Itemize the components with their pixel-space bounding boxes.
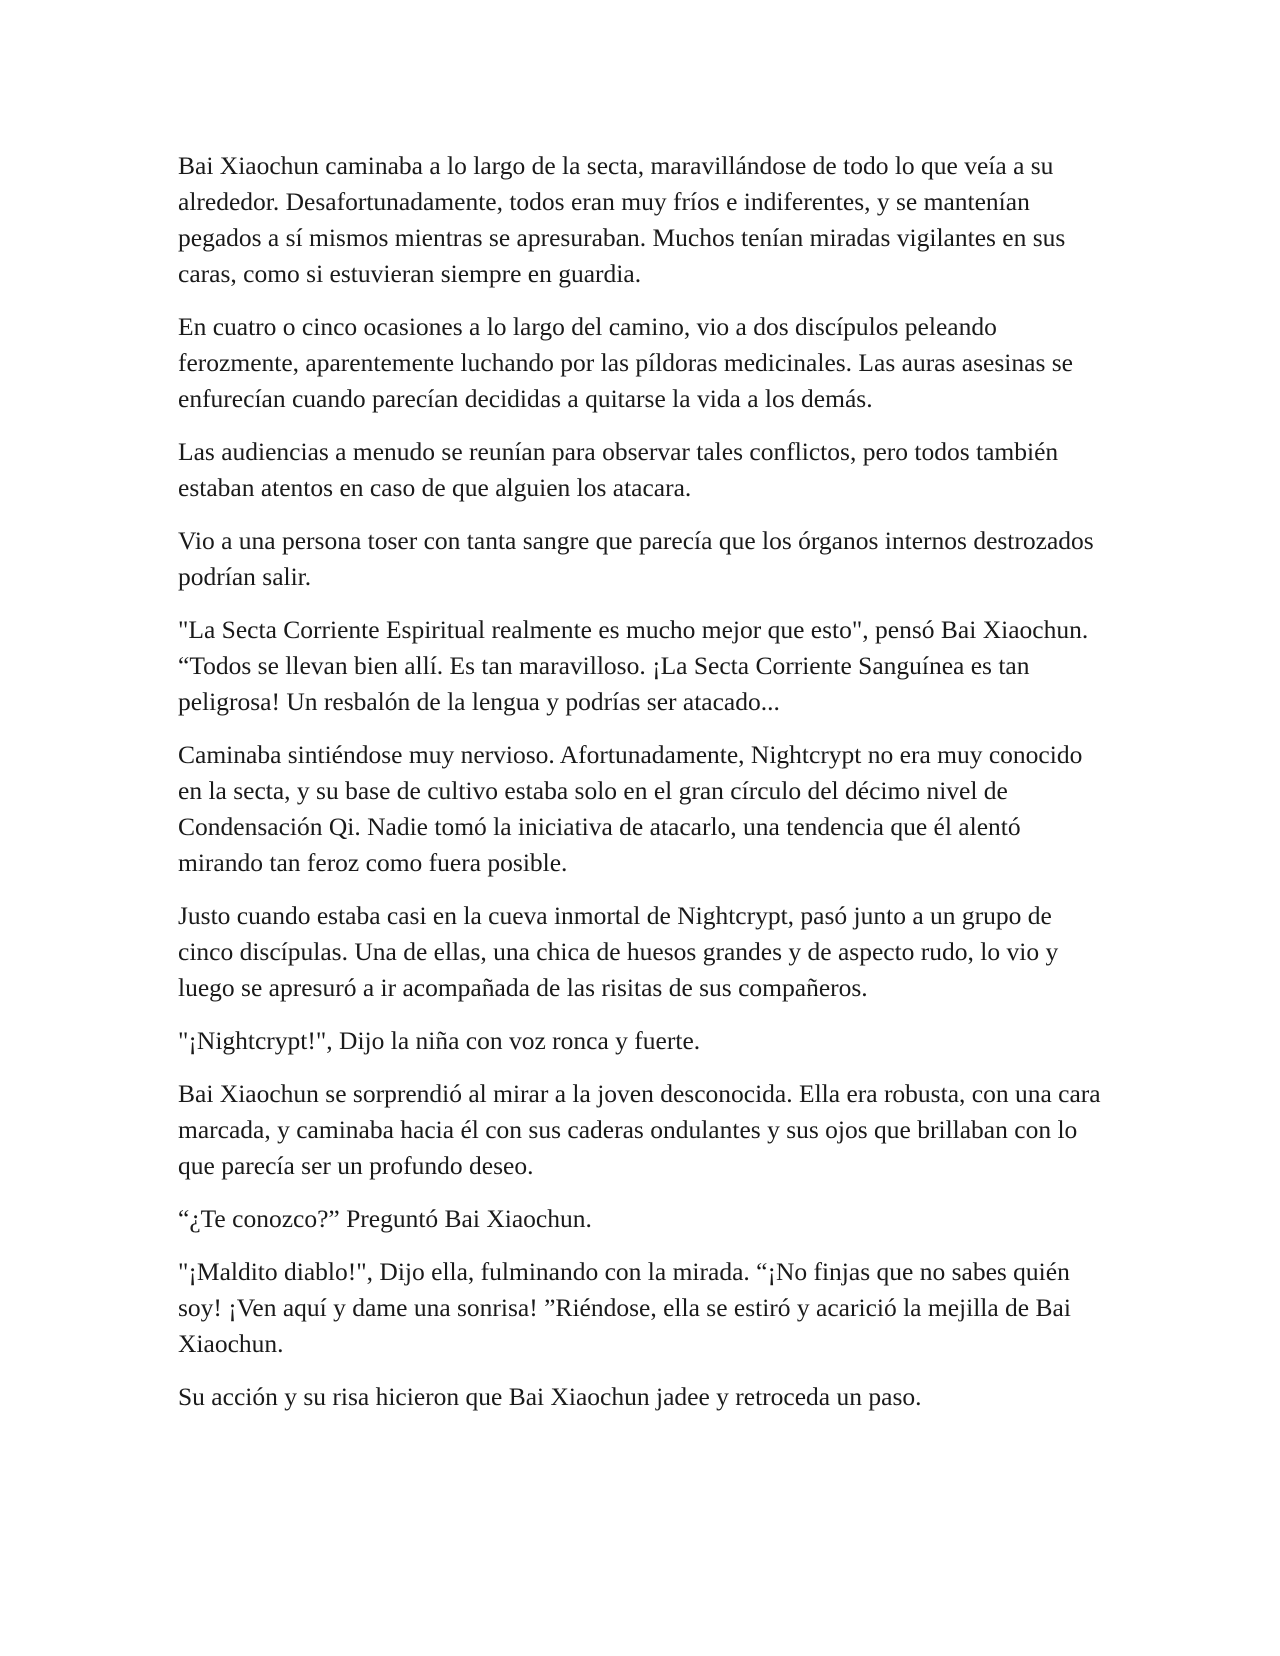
paragraph: En cuatro o cinco ocasiones a lo largo del camino, vio a dos discípulos peleando ferozmente, aparentemente luchando por las píldoras medicinales. Las auras asesinas se enfurecían cuando parecían decididas a quitarse la vida a los demás.: [178, 312, 1073, 413]
paragraph: "La Secta Corriente Espiritual realmente es mucho mejor que esto", pensó Bai Xiaochun. “Todos se llevan bien allí. Es tan maravilloso. ¡La Secta Corriente Sanguínea es tan peligrosa! Un resbalón de la lengua y podrías ser atacado...: [178, 615, 1089, 716]
paragraph: Bai Xiaochun caminaba a lo largo de la secta, maravillándose de todo lo que veía a su alrededor. Desafortunadamente, todos eran muy fríos e indiferentes, y se mantenían pegados a sí mismos mientras se apresuraban. Muchos tenían miradas vigilantes en sus caras, como si estuvieran siempre en guardia.: [178, 151, 1066, 288]
document-page: [178, 148, 1108, 1432]
paragraph: "¡Nightcrypt!", Dijo la niña con voz ronca y fuerte.: [178, 1026, 701, 1055]
paragraph: Su acción y su risa hicieron que Bai Xiaochun jadee y retroceda un paso.: [178, 1382, 922, 1411]
paragraph: Caminaba sintiéndose muy nervioso. Afortunadamente, Nightcrypt no era muy conocido en la secta, y su base de cultivo estaba solo en el gran círculo del décimo nivel de Condensación Qi. Nadie tomó la iniciativa de atacarlo, una tendencia que él alentó mirando tan feroz como fuera posible.: [178, 740, 1083, 877]
paragraph: "¡Maldito diablo!", Dijo ella, fulminando con la mirada. “¡No finjas que no sabes quién soy! ¡Ven aquí y dame una sonrisa! ”Riéndose, ella se estiró y acarició la mejilla de Bai Xiaochun.: [178, 1257, 1071, 1358]
paragraph: Bai Xiaochun se sorprendió al mirar a la joven desconocida. Ella era robusta, con una cara marcada, y caminaba hacia él con sus caderas ondulantes y sus ojos que brillaban con lo que parecía ser un profundo deseo.: [178, 1079, 1101, 1180]
paragraph: Las audiencias a menudo se reunían para observar tales conflictos, pero todos también estaban atentos en caso de que alguien los atacara.: [178, 437, 1059, 502]
paragraph: Vio a una persona toser con tanta sangre que parecía que los órganos internos destrozados podrían salir.: [178, 526, 1094, 591]
paragraph: “¿Te conozco?” Preguntó Bai Xiaochun.: [178, 1204, 592, 1233]
paragraph: Justo cuando estaba casi en la cueva inmortal de Nightcrypt, pasó junto a un grupo de cinco discípulas. Una de ellas, una chica de huesos grandes y de aspecto rudo, lo vio y luego se apresuró a ir acompañada de las risitas de sus compañeros.: [178, 901, 1059, 1002]
